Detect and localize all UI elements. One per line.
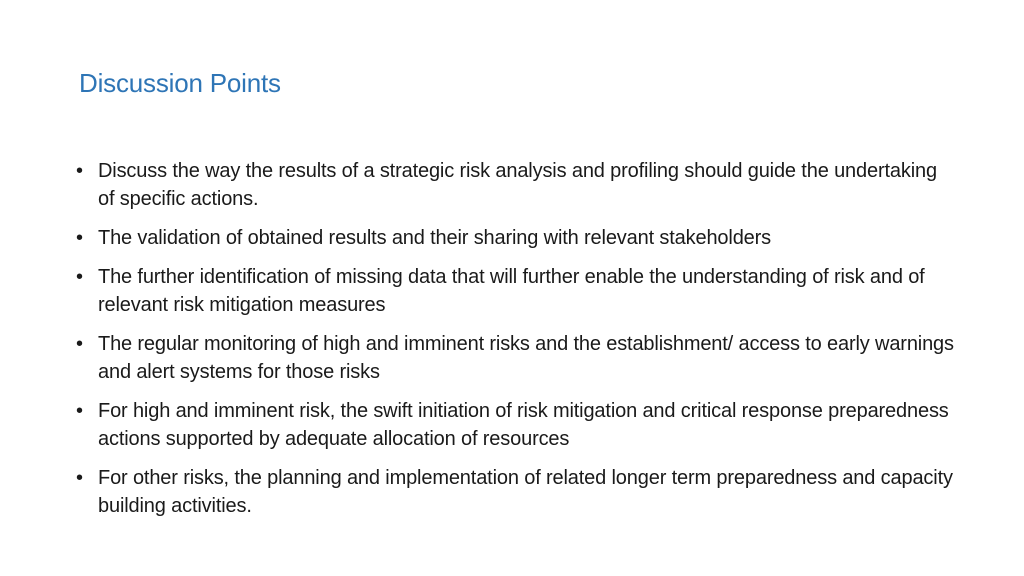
bullet-text: Discuss the way the results of a strategic risk analysis and profiling should guide the undertaking of specific actions. — [98, 160, 937, 210]
bullet-icon: • — [76, 467, 83, 489]
bullet-icon: • — [76, 333, 83, 355]
bullet-icon: • — [76, 160, 83, 182]
bullet-item — [76, 397, 956, 453]
bullet-text: The regular monitoring of high and imminent risks and the establishment/ access to early warnings and alert systems for those risks — [98, 333, 954, 383]
bullet-item — [76, 224, 956, 252]
bullet-text: For high and imminent risk, the swift initiation of risk mitigation and critical response preparedness actions supported by adequate allocation of resources — [98, 400, 949, 450]
bullet-item — [76, 157, 956, 213]
slide-title: Discussion Points — [79, 68, 281, 98]
bullet-item — [76, 330, 956, 386]
bullet-icon: • — [76, 400, 83, 422]
bullet-item — [76, 464, 956, 520]
bullet-item — [76, 263, 956, 319]
bullet-text: The validation of obtained results and their sharing with relevant stakeholders — [98, 227, 771, 249]
bullet-list — [76, 157, 956, 531]
bullet-text: The further identification of missing data that will further enable the understanding of risk and of relevant risk mitigation measures — [98, 266, 925, 316]
bullet-icon: • — [76, 266, 83, 288]
bullet-text: For other risks, the planning and implementation of related longer term preparedness and capacity building activities. — [98, 467, 953, 517]
bullet-icon: • — [76, 227, 83, 249]
